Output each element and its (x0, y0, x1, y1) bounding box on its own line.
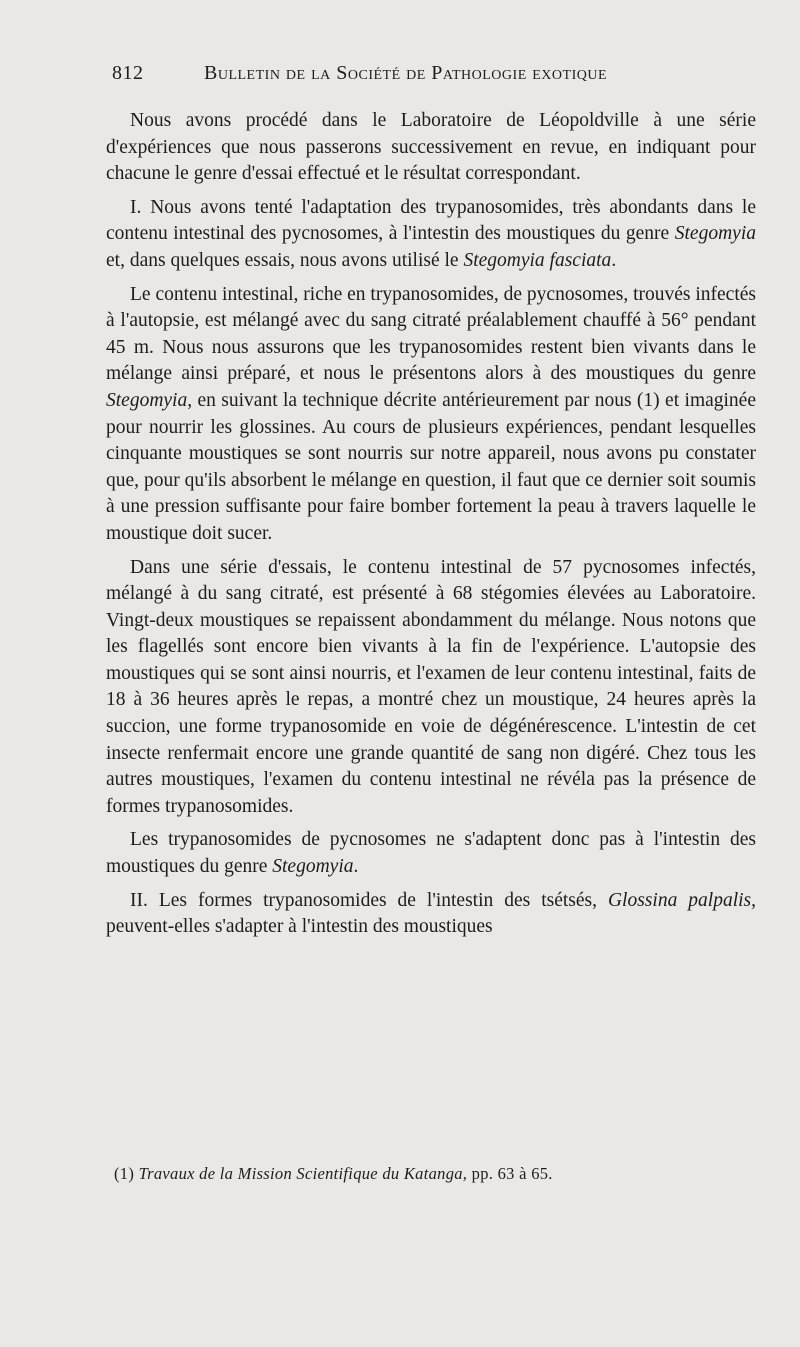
paragraph-text: Nous avons procédé dans le Laboratoire de Léopoldville à une série d'expériences que nous passerons successivement en revue, en indiquant pour chacune le genre d'essai effectué et le résultat correspondant. (106, 110, 756, 185)
footnote (114, 1164, 734, 1184)
running-title: Bulletin de la Société de Pathologie exotique (204, 62, 608, 84)
italic-term: Stegomyia fasciata (463, 249, 612, 271)
paragraph (106, 108, 756, 188)
footnote-pages: pp. 63 à 65. (471, 1164, 553, 1183)
footnote-marker: (1) (114, 1164, 135, 1183)
paragraph-text: Dans une série d'essais, le contenu intestinal de 57 pycnosomes infectés, mélangé à du sang citraté, est présenté à 68 stégomies élevées au Laboratoire. Vingt-deux moustiques se repaissent abondamment du mélange. Nous notons que les flagellés sont encore bien vivants à la fin de l'expérience. L'autopsie des moustiques qui se sont ainsi nourris, et l'examen de leur contenu intestinal, faits de 18 à 36 heures après le repas, a montré chez un moustique, 24 heures après la succion, une forme trypanosomide en voie de dégénérescence. L'intestin de cet insecte renfermait encore une grande quantité de sang non digéré. Chez tous les autres moustiques, l'examen du contenu intestinal ne révéla pas la présence de formes trypanosomides. (106, 556, 756, 817)
italic-term: Stegomyia (272, 856, 354, 878)
italic-term: Stegomyia (106, 389, 188, 411)
paragraph (106, 195, 756, 275)
article-body (106, 108, 756, 941)
paragraph-text: , en suivant la technique décrite antérieurement par nous (1) et imaginée pour nourrir les glossines. Au cours de plusieurs expériences, pendant lesquelles cinquante moustiques se sont nourris sur notre appareil, nous avons pu constater que, pour qu'ils absorbent le mélange en question, il faut que ce dernier soit soumis à une pression suffisante pour faire bomber fortement la peau à travers laquelle le moustique doit sucer. (106, 389, 756, 544)
paragraph-text: II. Les formes trypanosomides de l'intestin des tsétsés, (130, 889, 608, 911)
italic-term: Glossina palpalis (607, 889, 752, 911)
paragraph-text: I. Nous avons tenté l'adaptation des trypanosomides, très abondants dans le contenu intestinal des pycnosomes, à l'intestin des moustiques du genre (106, 196, 756, 245)
paragraph-text: . (611, 249, 617, 271)
paragraph (106, 555, 756, 821)
paragraph (106, 827, 756, 880)
paragraph-text: Les trypanosomides de pycnosomes ne s'adaptent donc pas à l'intestin des moustiques du genre (106, 829, 756, 878)
page-number: 812 (112, 62, 144, 84)
footnote-text: Travaux de la Mission Scientifique du Katanga, (138, 1164, 468, 1183)
paragraph-text: Le contenu intestinal, riche en trypanosomides, de pycnosomes, trouvés infectés à l'autopsie, est mélangé avec du sang citraté préalablement chauffé à 56° pendant 45 m. Nous nous assurons que les trypanosomides restent bien vivants dans le mélange ainsi préparé, et nous le présentons alors à des moustiques du genre (106, 283, 756, 385)
paragraph-text: . (353, 856, 359, 878)
paragraph (106, 888, 756, 941)
italic-term: Stegomyia (674, 223, 756, 245)
paragraph-text: , peuvent-elles s'adapter à l'intestin des moustiques (106, 889, 757, 938)
paragraph (106, 282, 756, 548)
paragraph-text: et, dans quelques essais, nous avons utilisé le (106, 249, 464, 271)
